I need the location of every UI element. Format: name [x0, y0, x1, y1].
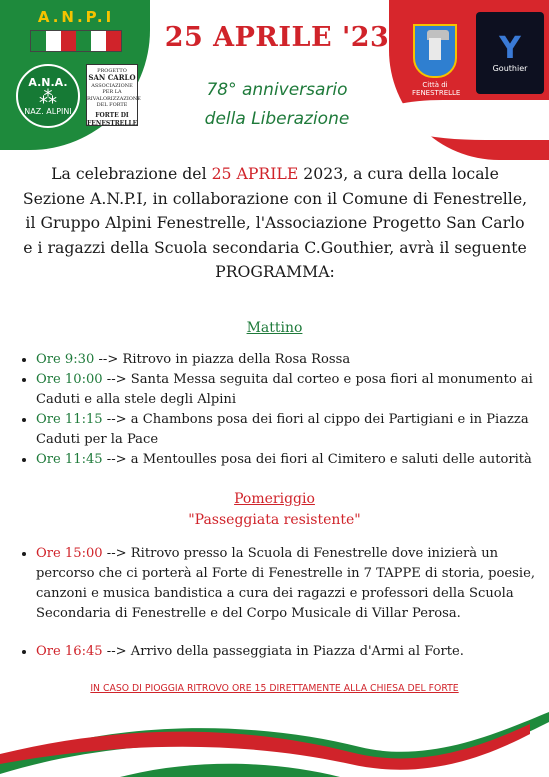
san-carlo-line1: PROGETTO — [97, 68, 127, 74]
item-time: Ore 9:30 — [36, 352, 95, 367]
item-text: --> Ritrovo in piazza della Rosa Rossa — [94, 352, 351, 367]
anpi-logo — [30, 8, 122, 56]
san-carlo-line3: ASSOCIAZIONE PER LA RIVALORIZZAZIONE DEL FORTE — [87, 83, 141, 108]
progetto-san-carlo-logo — [86, 64, 141, 127]
pomeriggio-list-1 — [20, 544, 549, 624]
intro-before: La celebrazione del — [51, 164, 212, 183]
alpini-logo-top: A.N.A. — [28, 76, 68, 89]
pomeriggio-subheading: "Passeggiata resistente" — [188, 512, 361, 528]
list-item — [36, 370, 549, 410]
intro-date: 25 APRILE — [211, 164, 299, 183]
item-time: Ore 16:45 — [36, 644, 103, 659]
intro-after: 2023, a cura della locale Sezione A.N.P.I, in collaborazione con il Comune di Fenestrelle, il Gruppo Alpini Fenestrelle, l'Associazione Progetto San Carlo e i ragazzi della Scuola secondaria C.Gouthier, avrà il seguente — [22, 164, 528, 257]
list-item — [36, 642, 549, 662]
red-corner-swoosh — [379, 100, 549, 140]
green-wave-2 — [120, 764, 340, 777]
alpini-logo: A.N.A. ⁂ NAZ. ALPINI — [16, 64, 80, 128]
mattino-heading: Mattino — [246, 320, 303, 336]
subtitle-line-1: 78° anniversario — [206, 80, 348, 100]
subtitle-line-2: della Liberazione — [204, 109, 350, 129]
item-time: Ore 10:00 — [36, 372, 103, 387]
item-time: Ore 11:45 — [36, 452, 103, 467]
item-text: --> Santa Messa seguita dal corteo e posa fiori al monumento ai Caduti e alla stele degli Alpini — [36, 372, 533, 407]
gouthier-school-logo — [476, 12, 544, 94]
list-item — [36, 450, 549, 470]
fenestrelle-coat-of-arms — [412, 10, 461, 100]
item-text: --> Ritrovo presso la Scuola di Fenestrelle dove inizierà un percorso che ci porterà al Forte di Fenestrelle in 7 TAPPE di storia, poesie, canzoni e musica bandistica a cura dei ragazzi e professori della Scuola Secondaria di Fenestrelle e del Corpo Musicale di Villar Perosa. — [36, 546, 535, 621]
item-text: --> Arrivo della passeggiata in Piazza d'Armi al Forte. — [102, 644, 464, 659]
programma-label: PROGRAMMA: — [215, 262, 335, 282]
item-time: Ore 15:00 — [36, 546, 103, 561]
san-carlo-line2: SAN CARLO — [88, 73, 136, 83]
alpini-logo-bottom: NAZ. ALPINI — [24, 107, 72, 116]
comune-label: Città di FENESTRELLE — [412, 81, 461, 97]
intro-paragraph — [20, 162, 530, 285]
page-title: 25 APRILE '23 — [164, 22, 390, 53]
pomeriggio-list-2 — [20, 642, 549, 662]
tricolor-waves-decoration — [0, 702, 549, 777]
shield-icon — [413, 24, 457, 78]
san-carlo-line4: FORTE DI FENESTRELLE — [87, 112, 138, 127]
gouthier-label: Gouthier — [492, 63, 528, 73]
item-text: --> a Mentoulles posa dei fiori al Cimitero e saluti delle autorità — [102, 452, 532, 467]
gouthier-figure-icon: Y — [499, 30, 521, 66]
anpi-flag — [30, 30, 122, 52]
item-time: Ore 11:15 — [36, 412, 103, 427]
item-text: --> a Chambons posa dei fiori al cippo dei Partigiani e in Piazza Caduti per la Pace — [36, 412, 529, 447]
anpi-logo-text: A.N.P.I — [37, 8, 115, 26]
list-item — [36, 350, 549, 370]
list-item — [36, 410, 549, 450]
page-subtitle — [150, 76, 404, 134]
list-item — [36, 544, 549, 624]
rain-notice: IN CASO DI PIOGGIA RITROVO ORE 15 DIRETTAMENTE ALLA CHIESA DEL FORTE — [90, 683, 459, 694]
mattino-list — [20, 350, 549, 470]
pomeriggio-heading: Pomeriggio — [234, 491, 315, 507]
